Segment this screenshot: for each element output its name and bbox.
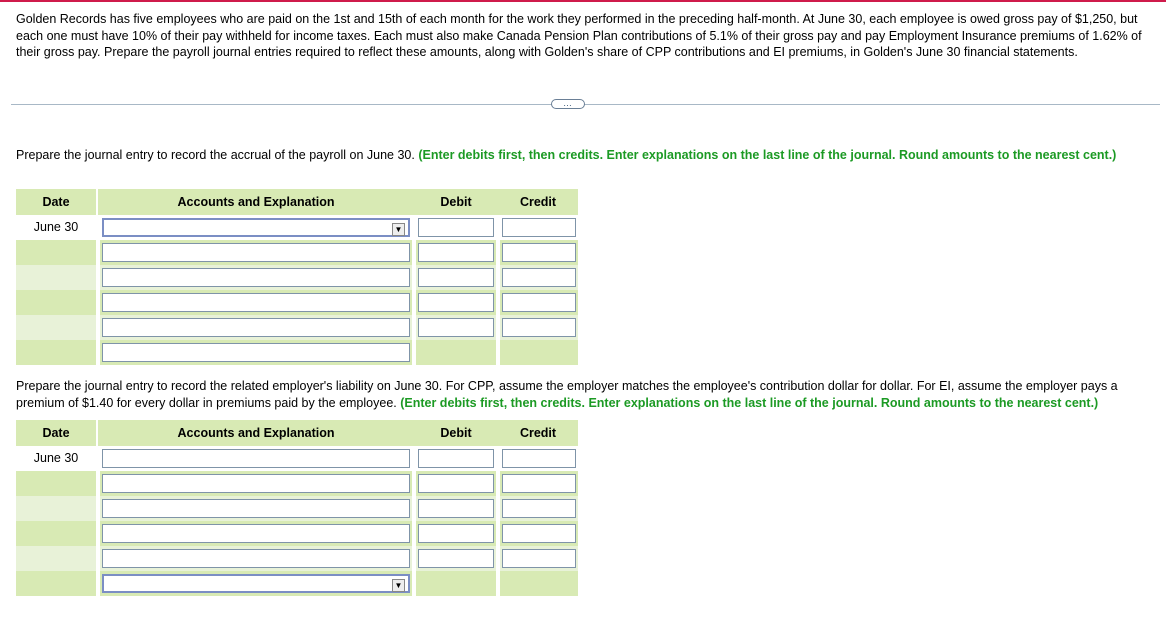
journal-row (16, 496, 578, 521)
debit-input[interactable] (418, 549, 494, 568)
credit-input[interactable] (502, 449, 576, 468)
part1-hint: (Enter debits first, then credits. Enter explanations on the last line of the journal. Round amounts to the nearest cent.) (418, 148, 1117, 162)
account-input[interactable] (102, 268, 410, 287)
top-accent-bar (0, 0, 1166, 2)
credit-input[interactable] (502, 268, 576, 287)
debit-input[interactable] (418, 499, 494, 518)
account-input[interactable] (102, 449, 410, 468)
header-credit: Credit (498, 189, 578, 215)
journal-row (16, 521, 578, 546)
explanation-select[interactable] (102, 574, 410, 593)
debit-input[interactable] (418, 474, 494, 493)
debit-input[interactable] (418, 243, 494, 262)
credit-input[interactable] (502, 474, 576, 493)
journal-row (16, 240, 578, 265)
credit-input[interactable] (502, 243, 576, 262)
debit-input[interactable] (418, 218, 494, 237)
journal-row (16, 315, 578, 340)
header-date: Date (16, 189, 96, 215)
journal-table-accrual (16, 189, 578, 365)
header-debit: Debit (414, 420, 498, 446)
credit-input[interactable] (502, 318, 576, 337)
journal-date: June 30 (33, 220, 79, 234)
journal-row (16, 446, 578, 471)
account-input[interactable] (102, 293, 410, 312)
explanation-input[interactable] (102, 343, 410, 362)
debit-input[interactable] (418, 293, 494, 312)
debit-input[interactable] (418, 318, 494, 337)
journal-row (16, 471, 578, 496)
part2-instruction (16, 378, 1156, 411)
debit-input[interactable] (418, 268, 494, 287)
account-select[interactable] (102, 218, 410, 237)
dropdown-arrow-icon[interactable]: ▼ (392, 223, 405, 236)
journal-date: June 30 (33, 451, 79, 465)
journal-row (16, 215, 578, 240)
journal-table-employer (16, 420, 578, 596)
credit-input[interactable] (502, 524, 576, 543)
account-input[interactable] (102, 318, 410, 337)
journal-row (16, 265, 578, 290)
credit-input[interactable] (502, 499, 576, 518)
journal-explanation-row (16, 340, 578, 365)
account-input[interactable] (102, 524, 410, 543)
journal-header-row (16, 420, 578, 446)
credit-input[interactable] (502, 218, 576, 237)
part2-instruction-text: Prepare the journal entry to record the related employer's liability on June 30. For CPP, assume the employer matches the employee's contribution dollar for dollar. For EI, assume the employer pays a premium of $1.40 for every dollar in premiums paid by the employee. (16, 379, 1118, 410)
credit-input[interactable] (502, 293, 576, 312)
expand-more-button[interactable]: … (551, 99, 585, 109)
account-input[interactable] (102, 474, 410, 493)
journal-row (16, 546, 578, 571)
header-date: Date (16, 420, 96, 446)
journal-explanation-row (16, 571, 578, 596)
part1-instruction (16, 147, 1156, 164)
debit-input[interactable] (418, 524, 494, 543)
header-credit: Credit (498, 420, 578, 446)
account-input[interactable] (102, 549, 410, 568)
journal-header-row (16, 189, 578, 215)
credit-input[interactable] (502, 549, 576, 568)
section-divider (11, 104, 1160, 105)
dropdown-arrow-icon[interactable]: ▼ (392, 579, 405, 592)
header-debit: Debit (414, 189, 498, 215)
header-accounts: Accounts and Explanation (98, 189, 414, 215)
part1-instruction-text: Prepare the journal entry to record the accrual of the payroll on June 30. (16, 148, 419, 162)
part2-hint: (Enter debits first, then credits. Enter explanations on the last line of the journal. Round amounts to the nearest cent.) (400, 395, 1099, 410)
problem-statement: Golden Records has five employees who are paid on the 1st and 15th of each month for the work they performed in the preceding half-month. At June 30, each employee is owed gross pay of $1,250, but each one must have 10% of their pay withheld for income taxes. Each must also make Canada Pension Plan contributions of 5.1% of their gross pay and pay Employment Insurance premiums of 1.62% of their gross pay. Prepare the payroll journal entries required to reflect these amounts, along with Golden's share of CPP contributions and EI premiums, in Golden's June 30 financial statements. (16, 12, 1142, 59)
header-accounts: Accounts and Explanation (98, 420, 414, 446)
journal-row (16, 290, 578, 315)
account-input[interactable] (102, 243, 410, 262)
debit-input[interactable] (418, 449, 494, 468)
account-input[interactable] (102, 499, 410, 518)
